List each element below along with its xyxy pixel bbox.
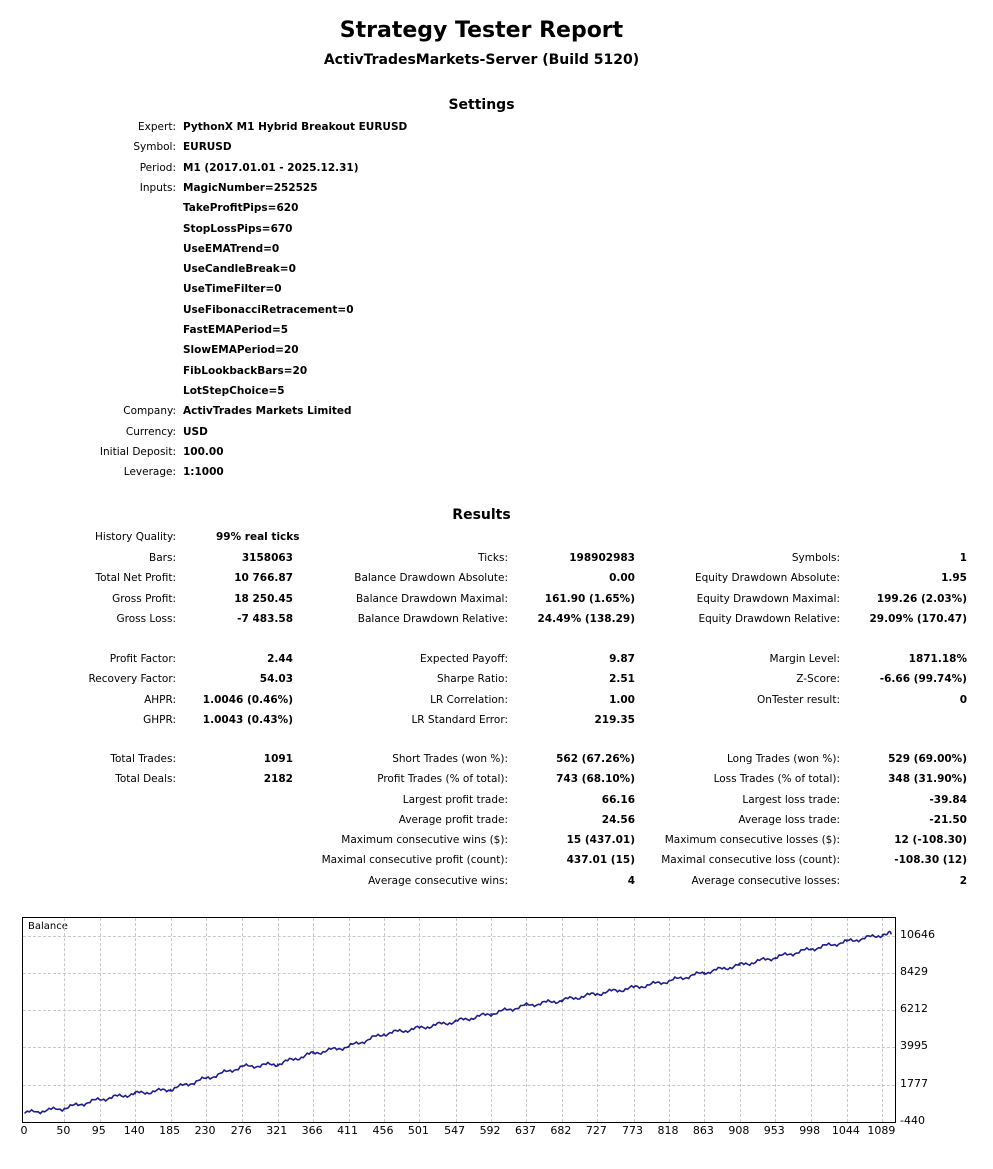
- settings-heading: Settings: [448, 97, 515, 113]
- result-value: -6.66 (99.74%): [879, 673, 967, 685]
- y-tick-label: 10646: [900, 927, 935, 941]
- result-label: Average profit trade:: [398, 813, 508, 826]
- result-label: Maximal consecutive loss (count):: [661, 854, 840, 866]
- x-tick-label: 276: [230, 1124, 252, 1137]
- result-label: Maximal consecutive profit (count):: [321, 854, 508, 866]
- setting-value: USD: [183, 425, 208, 438]
- result-value: -7 483.58: [237, 613, 293, 625]
- balance-point: [348, 1046, 350, 1048]
- setting-value: ActivTrades Markets Limited: [183, 405, 352, 418]
- result-value: -39.84: [929, 793, 967, 806]
- x-tick-label: 50: [56, 1124, 71, 1137]
- y-tick-label: -440: [900, 1114, 925, 1127]
- setting-value: EURUSD: [183, 141, 232, 154]
- x-tick-label: 727: [585, 1124, 607, 1137]
- balance-point: [24, 1112, 26, 1114]
- result-label: Equity Drawdown Relative:: [698, 613, 840, 625]
- balance-point: [419, 1027, 421, 1029]
- result-label: Largest profit trade:: [402, 793, 508, 806]
- result-value: -108.30 (12): [894, 854, 967, 866]
- balance-point: [312, 1053, 314, 1055]
- x-tick-label: 1089: [867, 1124, 896, 1137]
- setting-value: SlowEMAPeriod=20: [183, 344, 299, 357]
- result-label: LR Correlation:: [430, 693, 508, 706]
- result-value: -21.50: [929, 813, 967, 826]
- balance-point: [383, 1033, 385, 1035]
- x-tick-label: 637: [514, 1124, 536, 1137]
- balance-point: [846, 941, 848, 943]
- balance-point: [810, 948, 812, 950]
- result-value: 2.51: [609, 673, 635, 685]
- result-label: Profit Trades (% of total):: [377, 773, 508, 785]
- result-value: 437.01 (15): [566, 854, 635, 866]
- result-label: Gross Profit:: [112, 592, 176, 605]
- result-value: 562 (67.26%): [556, 753, 635, 765]
- result-value: 54.03: [259, 673, 293, 685]
- result-value: 10 766.87: [234, 572, 293, 584]
- setting-value: UseFibonacciRetracement=0: [183, 303, 354, 316]
- result-value: 4: [627, 874, 635, 887]
- balance-point: [170, 1089, 172, 1091]
- y-tick-label: 3995: [900, 1039, 928, 1053]
- balance-point: [526, 1005, 528, 1007]
- balance-point: [882, 934, 884, 936]
- balance-point: [99, 1099, 101, 1101]
- setting-label: Symbol:: [133, 141, 176, 154]
- balance-point: [64, 1107, 66, 1109]
- result-label: Symbols:: [791, 551, 840, 564]
- result-value: 9.87: [609, 653, 635, 665]
- result-value: 29.09% (170.47): [869, 613, 967, 625]
- setting-value: FastEMAPeriod=5: [183, 324, 289, 336]
- result-label: OnTester result:: [757, 693, 840, 706]
- balance-point: [134, 1093, 136, 1095]
- result-value: 529 (69.00%): [888, 753, 967, 765]
- setting-value: 1:1000: [183, 466, 224, 479]
- result-value: 15 (437.01): [566, 834, 635, 846]
- setting-label: Leverage:: [123, 466, 176, 479]
- y-tick-label: 6212: [900, 1002, 928, 1016]
- result-label: Short Trades (won %):: [392, 753, 508, 765]
- setting-label: Initial Deposit:: [99, 445, 176, 458]
- x-tick-label: 773: [622, 1124, 644, 1137]
- x-tick-label: 863: [692, 1124, 714, 1137]
- result-value: 0.00: [609, 572, 635, 584]
- y-tick-label: 1777: [900, 1076, 928, 1090]
- balance-point: [668, 980, 670, 982]
- x-tick-label: 592: [479, 1124, 501, 1137]
- result-label: Margin Level:: [769, 653, 840, 665]
- result-label: Equity Drawdown Maximal:: [696, 592, 840, 605]
- result-label: Balance Drawdown Maximal:: [355, 592, 508, 605]
- result-value: 24.56: [601, 813, 635, 826]
- balance-point: [455, 1021, 457, 1023]
- balance-point: [597, 993, 599, 995]
- x-tick-label: 547: [444, 1124, 466, 1137]
- result-value: 1: [959, 551, 967, 564]
- balance-point: [490, 1013, 492, 1015]
- report-server: ActivTradesMarkets-Server (Build 5120): [323, 52, 640, 68]
- balance-point: [242, 1066, 244, 1068]
- result-label: Z-Score:: [796, 673, 840, 685]
- result-value: 2: [959, 874, 967, 887]
- result-label: Bars:: [149, 551, 176, 564]
- result-value: 1091: [263, 753, 293, 765]
- result-label: Total Trades:: [110, 753, 176, 765]
- x-tick-label: 818: [657, 1124, 679, 1137]
- result-label: Gross Loss:: [116, 613, 176, 625]
- x-tick-label: 682: [550, 1124, 572, 1137]
- x-tick-label: 366: [301, 1124, 323, 1137]
- result-value: 2.44: [267, 653, 293, 665]
- balance-point: [277, 1063, 279, 1065]
- result-value: 66.16: [601, 793, 635, 806]
- balance-line: [25, 932, 891, 1114]
- x-tick-label: 230: [194, 1124, 216, 1137]
- balance-point: [775, 957, 777, 959]
- result-label: Profit Factor:: [109, 653, 176, 665]
- setting-label: Expert:: [138, 121, 176, 133]
- history-quality-label: History Quality:: [95, 531, 176, 543]
- report-title: Strategy Tester Report: [339, 18, 624, 43]
- result-value: 198902983: [569, 551, 635, 564]
- history-quality-value: 99% real ticks: [216, 531, 300, 543]
- result-value: 3158063: [241, 551, 293, 564]
- result-value: 18 250.45: [234, 592, 293, 605]
- result-label: Average loss trade:: [738, 813, 840, 826]
- balance-chart: [22, 917, 896, 1123]
- result-label: LR Standard Error:: [411, 713, 508, 726]
- x-tick-label: 411: [337, 1124, 359, 1137]
- result-value: 1871.18%: [908, 653, 967, 665]
- result-label: GHPR:: [143, 713, 176, 726]
- result-value: 161.90 (1.65%): [544, 592, 635, 605]
- x-tick-label: 953: [763, 1124, 785, 1137]
- x-tick-label: 998: [799, 1124, 821, 1137]
- result-label: Maximum consecutive wins ($):: [341, 834, 508, 846]
- setting-label: Currency:: [125, 425, 176, 438]
- x-tick-label: 321: [266, 1124, 288, 1137]
- result-label: Sharpe Ratio:: [436, 673, 508, 685]
- x-tick-label: 0: [20, 1124, 28, 1137]
- x-tick-label: 185: [159, 1124, 181, 1137]
- setting-label: Inputs:: [139, 181, 176, 194]
- result-label: Ticks:: [478, 551, 508, 564]
- result-value: 2182: [263, 773, 293, 785]
- setting-value: MagicNumber=252525: [183, 181, 318, 194]
- setting-value: UseCandleBreak=0: [183, 263, 296, 276]
- setting-label: Period:: [139, 161, 176, 174]
- result-value: 1.00: [609, 693, 635, 706]
- result-value: 743 (68.10%): [556, 773, 635, 785]
- setting-value: LotStepChoice=5: [183, 384, 285, 397]
- x-tick-label: 456: [372, 1124, 394, 1137]
- setting-value: M1 (2017.01.01 - 2025.12.31): [183, 161, 359, 174]
- result-label: Average consecutive wins:: [368, 874, 508, 887]
- result-label: AHPR:: [144, 693, 176, 706]
- balance-point: [561, 1000, 563, 1002]
- setting-value: FibLookbackBars=20: [183, 364, 308, 377]
- setting-value: StopLossPips=670: [183, 222, 293, 235]
- setting-value: UseTimeFilter=0: [183, 283, 282, 296]
- balance-point: [205, 1078, 207, 1080]
- balance-point: [704, 972, 706, 974]
- result-value: 1.95: [941, 572, 967, 584]
- chart-title: Balance: [28, 921, 68, 932]
- result-value: 12 (-108.30): [894, 834, 967, 846]
- setting-value: UseEMATrend=0: [183, 242, 280, 255]
- result-label: Recovery Factor:: [88, 673, 176, 685]
- result-label: Largest loss trade:: [742, 793, 840, 806]
- result-label: Average consecutive losses:: [691, 874, 840, 887]
- result-label: Maximum consecutive losses ($):: [664, 834, 840, 846]
- balance-point: [739, 964, 741, 966]
- result-label: Loss Trades (% of total):: [713, 773, 840, 785]
- result-value: 219.35: [594, 713, 635, 726]
- result-label: Total Deals:: [115, 773, 176, 785]
- result-label: Total Net Profit:: [95, 572, 176, 584]
- x-tick-label: 140: [123, 1124, 145, 1137]
- result-value: 348 (31.90%): [888, 773, 967, 785]
- x-tick-label: 908: [728, 1124, 750, 1137]
- balance-chart-svg: [23, 918, 895, 1122]
- balance-point: [890, 933, 892, 935]
- x-tick-label: 1044: [831, 1124, 860, 1137]
- result-value: 1.0043 (0.43%): [202, 713, 293, 726]
- results-heading: Results: [452, 507, 511, 523]
- setting-value: PythonX M1 Hybrid Breakout EURUSD: [183, 121, 408, 133]
- setting-label: Company:: [123, 405, 176, 418]
- result-label: Balance Drawdown Relative:: [357, 613, 508, 625]
- result-value: 199.26 (2.03%): [876, 592, 967, 605]
- x-tick-label: 95: [91, 1124, 106, 1137]
- setting-value: TakeProfitPips=620: [183, 202, 299, 215]
- result-label: Balance Drawdown Absolute:: [354, 572, 508, 584]
- x-tick-label: 501: [407, 1124, 429, 1137]
- y-tick-label: 8429: [900, 964, 928, 978]
- result-label: Equity Drawdown Absolute:: [694, 572, 840, 584]
- balance-point: [633, 987, 635, 989]
- result-label: Expected Payoff:: [419, 653, 508, 665]
- result-label: Long Trades (won %):: [726, 753, 840, 765]
- result-value: 1.0046 (0.46%): [202, 693, 293, 706]
- setting-value: 100.00: [183, 445, 224, 458]
- result-value: 0: [959, 693, 967, 706]
- result-value: 24.49% (138.29): [537, 613, 635, 625]
